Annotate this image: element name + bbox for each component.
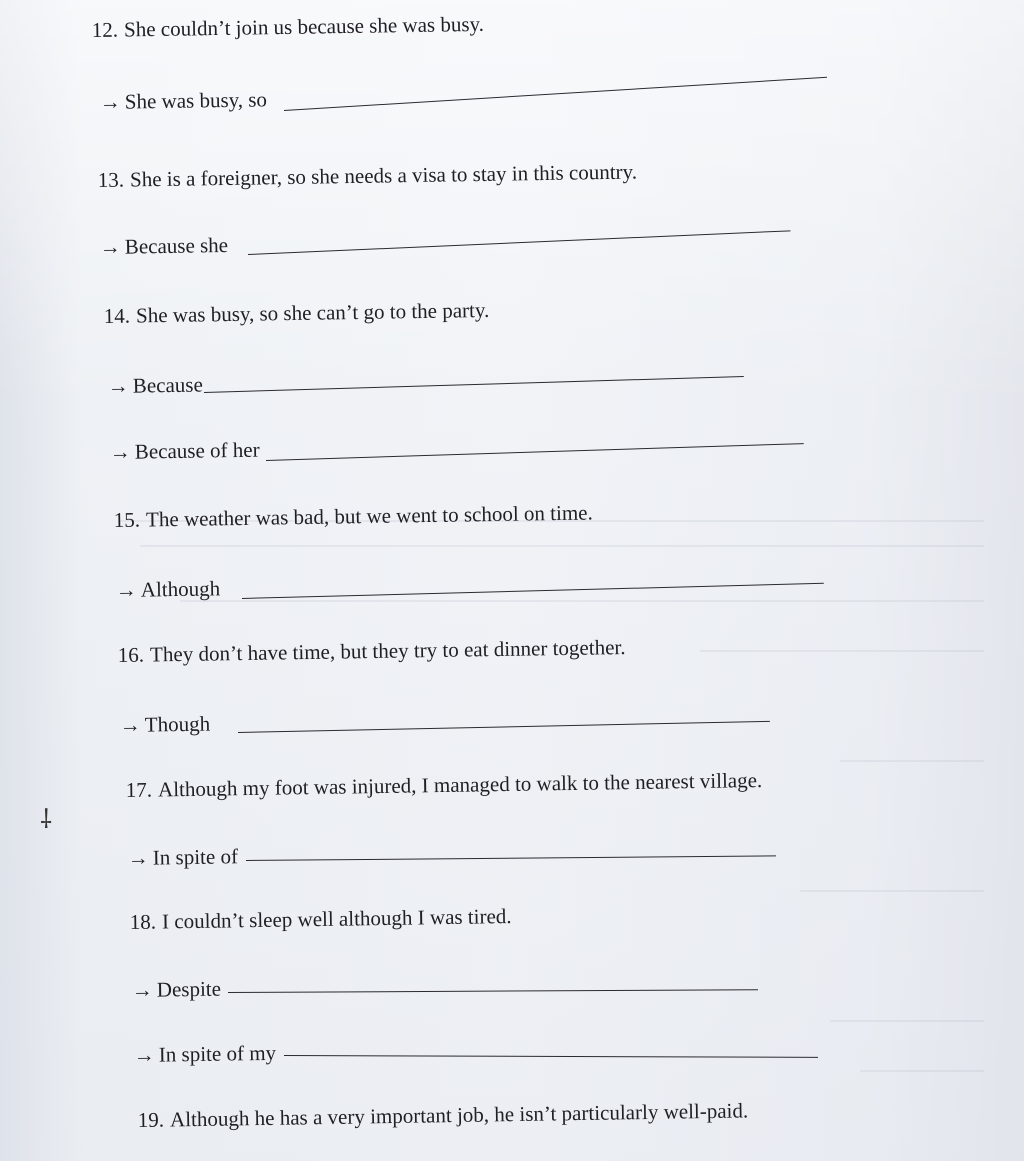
show-through-mark [840,760,984,762]
show-through-mark [860,1070,984,1072]
question-12 [91,11,485,42]
show-through-mark [180,600,984,602]
pen-mark: ⸸ [40,805,53,834]
question-number: 12. [91,17,119,42]
arrow-icon: → [133,1042,156,1067]
question-sentence: I couldn’t sleep well although I was tired. [161,904,512,934]
rewrite-prompt [107,372,203,398]
show-through-mark [140,545,984,547]
rewrite-prompt [109,437,260,464]
rewrite-start: Because of her [134,437,260,464]
arrow-icon: → [119,712,142,737]
rewrite-start: Because she [124,232,229,259]
question-number: 19. [137,1107,165,1132]
answer-blank[interactable] [204,376,744,393]
question-13 [97,159,638,192]
question-14 [103,297,490,328]
question-number: 18. [129,909,157,934]
rewrite-prompt [99,232,229,259]
rewrite-prompt [100,89,267,113]
question-19 [138,1100,749,1131]
question-number: 17. [125,777,153,802]
question-number: 15. [113,507,141,532]
question-15 [114,502,593,531]
question-sentence: The weather was bad, but we went to school on time. [145,500,593,532]
rewrite-start: In spite of [152,844,239,870]
rewrite-start: Despite [156,976,222,1002]
arrow-icon: → [99,234,122,259]
answer-blank[interactable] [228,989,758,993]
rewrite-start: Because [132,372,203,398]
arrow-icon: → [99,89,122,114]
show-through-mark [700,650,984,652]
rewrite-start: Though [144,711,211,737]
rewrite-prompt [116,578,221,601]
question-number: 13. [97,167,125,192]
rewrite-start: In spite of my [158,1040,277,1067]
question-sentence: They don’t have time, but they try to eat dinner together. [149,635,626,667]
question-number: 16. [117,642,145,667]
question-number: 14. [103,303,131,328]
question-18 [130,906,512,933]
answer-blank[interactable] [246,855,776,861]
question-sentence: Although he has a very important job, he isn’t particularly well-paid. [169,1098,749,1132]
show-through-mark [830,1020,984,1022]
rewrite-start: Although [140,576,221,602]
rewrite-prompt [119,711,211,737]
arrow-icon: → [115,577,138,602]
arrow-icon: → [127,845,150,870]
rewrite-prompt [131,976,222,1002]
show-through-mark [800,890,984,892]
arrow-icon: → [107,373,130,398]
question-17 [126,770,763,801]
answer-blank[interactable] [242,583,824,599]
question-16 [118,637,626,666]
rewrite-start: She was busy, so [124,87,268,114]
answer-blank[interactable] [284,77,827,111]
answer-blank[interactable] [238,721,770,733]
question-sentence: She is a foreigner, so she needs a visa to stay in this country. [129,159,638,192]
question-sentence: She was busy, so she can’t go to the party. [135,297,490,328]
question-sentence: She couldn’t join us because she was busy. [123,11,485,42]
rewrite-prompt [133,1040,277,1067]
arrow-icon: → [131,977,154,1002]
answer-blank[interactable] [266,443,804,461]
arrow-icon: → [109,439,132,464]
question-sentence: Although my foot was injured, I managed to walk to the nearest village. [157,768,763,802]
answer-blank[interactable] [248,230,791,255]
rewrite-prompt [128,846,238,869]
answer-blank[interactable] [284,1055,818,1058]
